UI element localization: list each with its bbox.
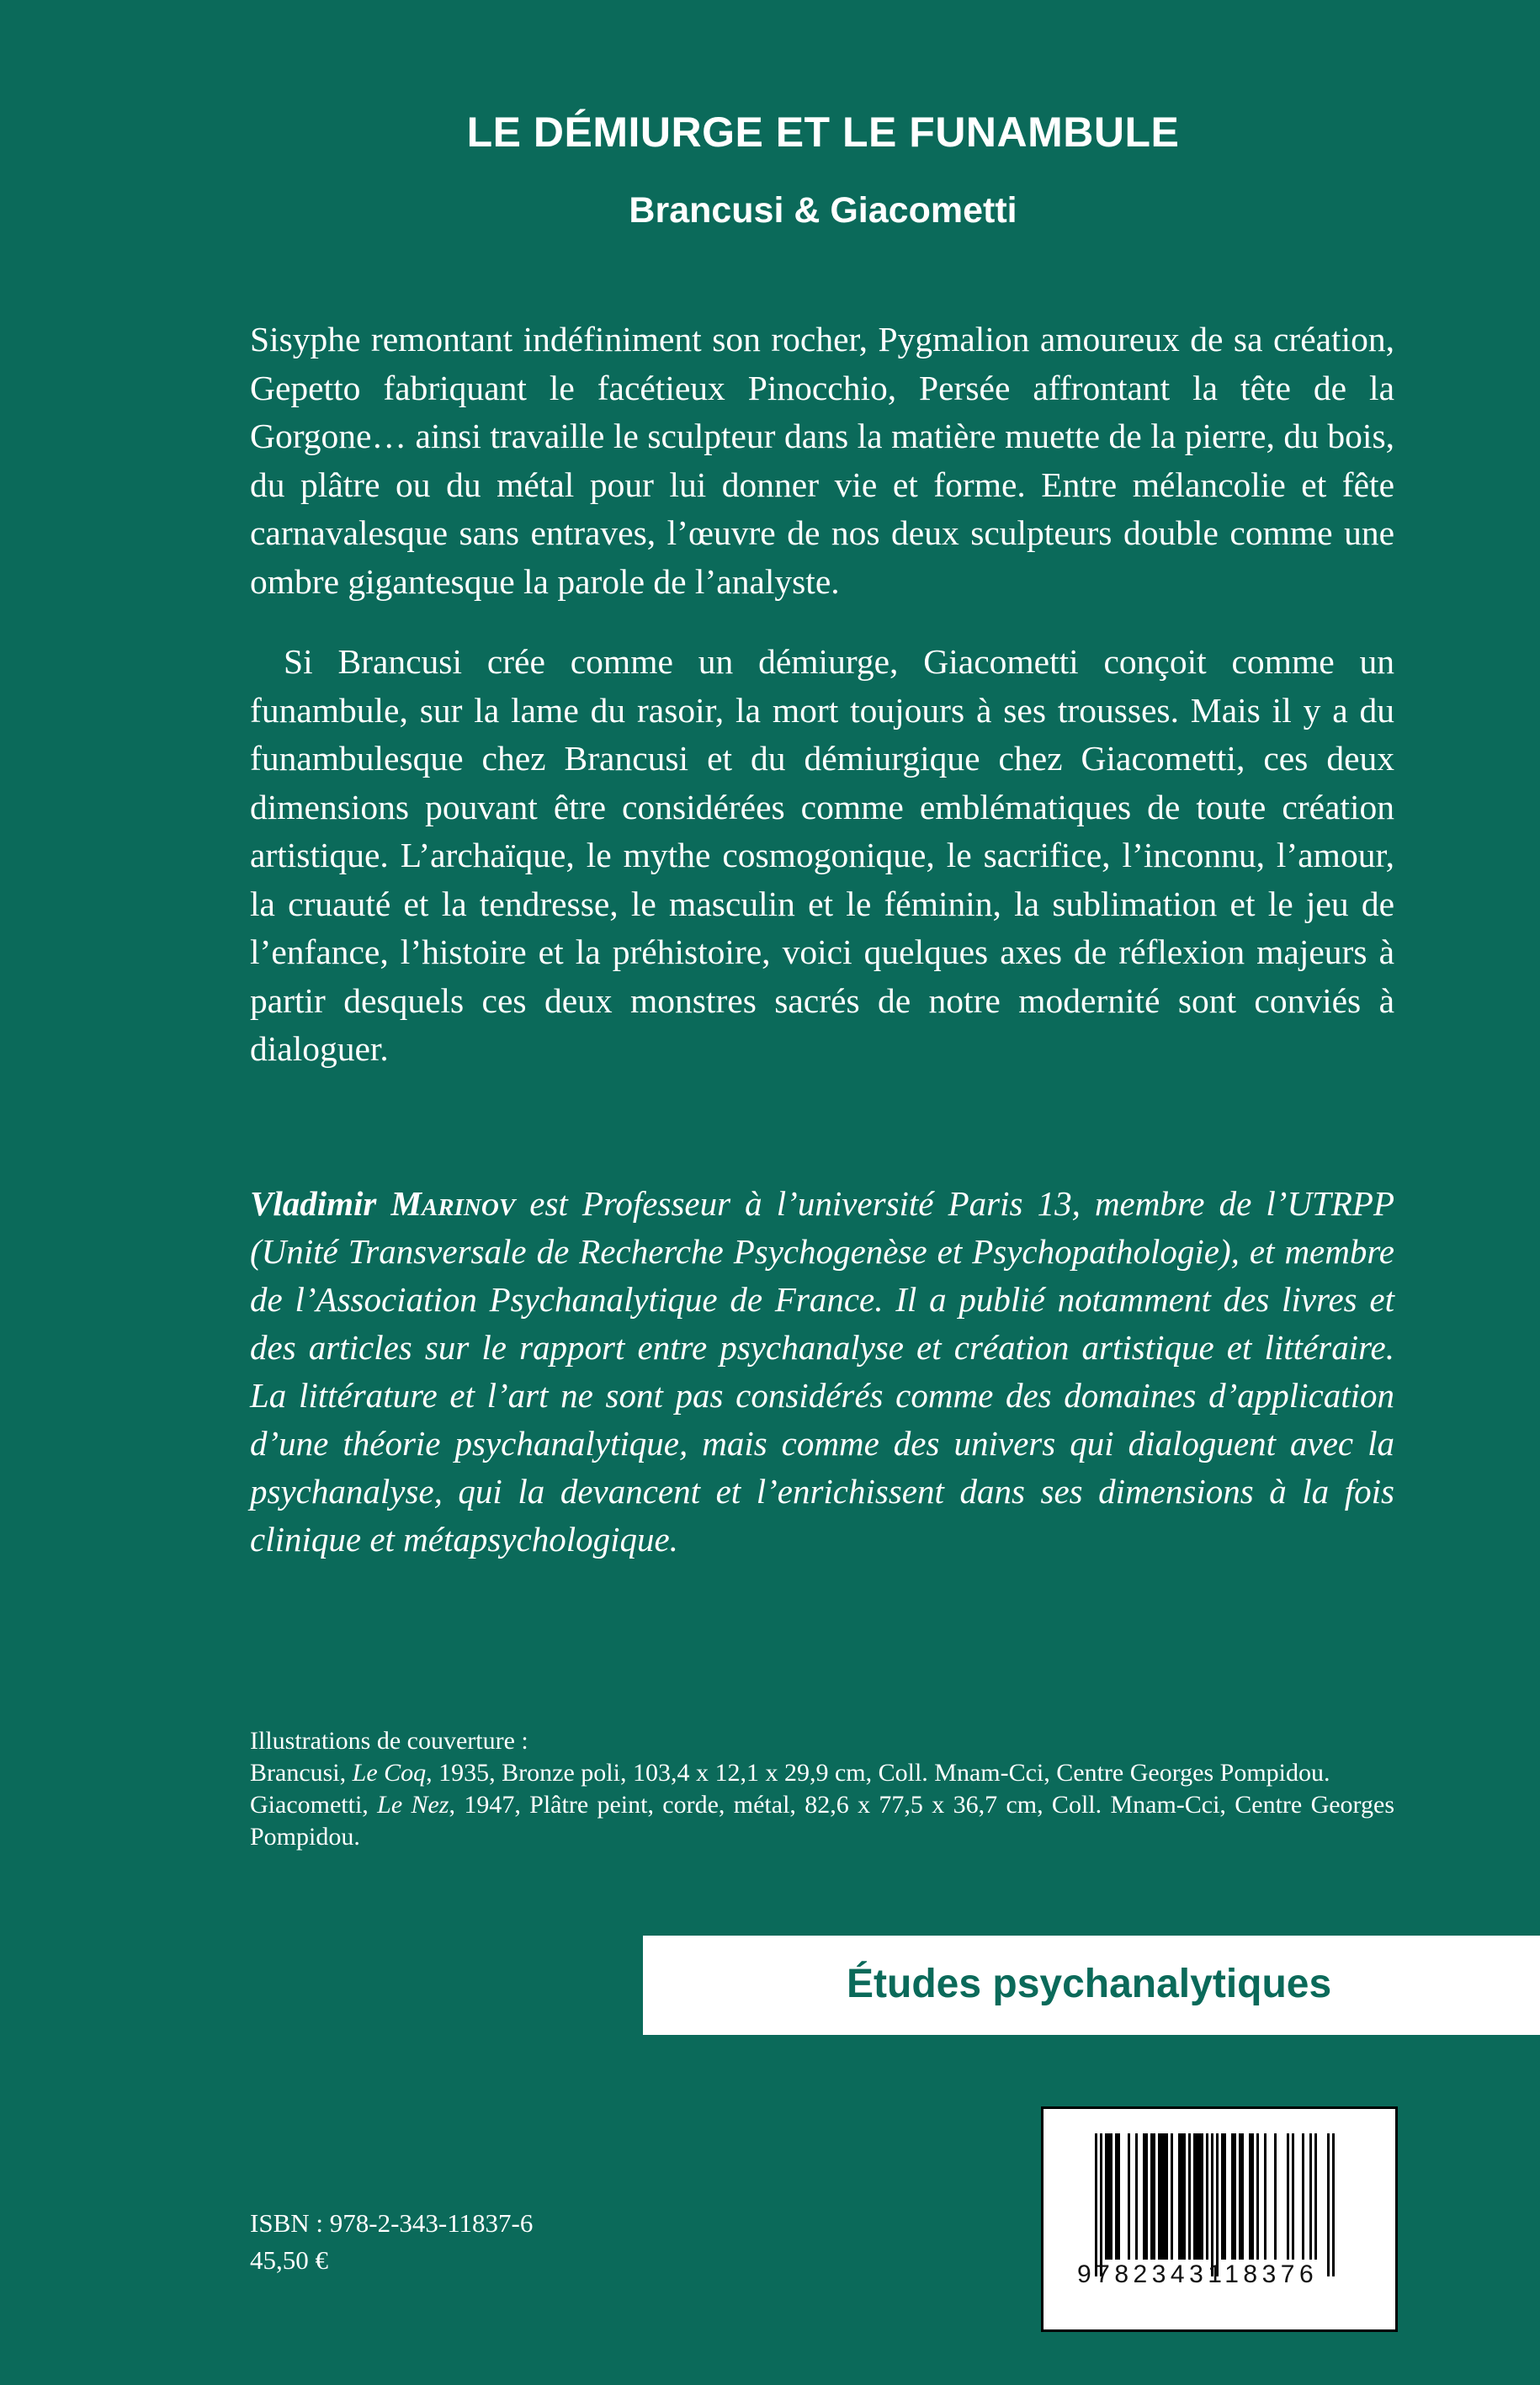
barcode-bar — [1221, 2133, 1224, 2260]
credit-artist: Brancusi, — [250, 1759, 353, 1787]
barcode-bar — [1110, 2133, 1113, 2260]
author-bio-text: est Professeur à l’université Paris 13, membre de l’UTRPP (Unité Transversale de Recherche Psychogenèse et Psychopathologie), et membre de l’Association Psychanalytique de France. Il a publié notamment des livres et des articles sur le rapport entre psychanalyse et création artistique et littéraire. La littérature et l’art ne sont pas considérés comme des domaines d’application d’une théorie psychanalytique, mais comme des univers qui dialoguent avec la psychanalyse, qui la devancent et l’enrichissent dans ses dimensions à la fois clinique et métapsychologique. — [250, 1184, 1394, 1559]
cover-illustration-credits — [250, 1725, 1394, 1853]
barcode-bar — [1118, 2133, 1120, 2260]
barcode-bar — [1198, 2133, 1201, 2260]
isbn: ISBN : 978-2-343-11837-6 — [250, 2208, 534, 2238]
barcode-bar — [1302, 2133, 1304, 2260]
summary-paragraph: Sisyphe remontant indéfiniment son rocher, Pygmalion amoureux de sa création, Gepetto fabriquant le facétieux Pinocchio, Persée affrontant la tête de la Gorgone… ainsi travaille le sculpteur dans la matière muette de la pierre, du bois, du plâtre ou du métal pour lui donner vie et forme. Entre mélancolie et fête carnavalesque sans entraves, l’œuvre de nos deux sculpteurs double comme une ombre gigantesque la parole de l’analyste. — [250, 320, 1394, 601]
barcode-bar — [1287, 2133, 1289, 2260]
collection-name: Études psychanalytiques — [847, 1962, 1332, 2006]
author-bio — [250, 1180, 1394, 1564]
summary — [250, 316, 1394, 1106]
barcode-bar — [1211, 2133, 1213, 2276]
author-first-name: Vladimir — [250, 1184, 377, 1223]
barcode — [1041, 2106, 1398, 2332]
summary-paragraph: Si Brancusi crée comme un démiurge, Giacometti conçoit comme un funambule, sur la lame du rasoir, la mort toujours à ses trousses. Mais il y a du funambulesque chez Brancusi et du démiurgique chez Giacometti, ces deux dimensions pouvant être considérées comme emblématiques de toute création artistique. L’archaïque, le mythe cosmogonique, le sacrifice, l’inconnu, l’amour, la cruauté et la tendresse, le masculin et le féminin, la sublimation et le jeu de l’enfance, l’histoire et la préhistoire, voici quelques axes de réflexion majeurs à partir desquels ces deux monstres sacrés de notre modernité sont conviés à dialoguer. — [250, 642, 1394, 1068]
credits-heading: Illustrations de couverture : — [250, 1727, 528, 1755]
barcode-bar — [1193, 2133, 1196, 2260]
barcode-bar — [1216, 2133, 1219, 2276]
barcode-bar — [1128, 2133, 1130, 2260]
barcode-bar — [1274, 2133, 1277, 2260]
barcode-bar — [1107, 2133, 1110, 2260]
barcode-bar — [1196, 2133, 1198, 2260]
barcode-bar — [1264, 2133, 1267, 2260]
barcode-bar — [1135, 2133, 1138, 2260]
barcode-bar — [1145, 2133, 1148, 2260]
barcode-bar — [1150, 2133, 1153, 2260]
barcode-bar — [1158, 2133, 1160, 2260]
barcode-bar — [1143, 2133, 1145, 2260]
credit-details: , 1947, Plâtre peint, corde, métal, 82,6 x 77,5 x 36,7 cm, Coll. Mnam-Cci, Centre Georges Pompidou. — [250, 1791, 1394, 1851]
barcode-bar — [1188, 2133, 1191, 2260]
credit-work-title: Le Coq — [352, 1759, 427, 1787]
credit-item — [250, 1789, 1394, 1853]
barcode-bar — [1206, 2133, 1208, 2260]
barcode-bar — [1314, 2133, 1317, 2260]
barcode-bar — [1332, 2133, 1335, 2276]
barcode-bar — [1095, 2133, 1097, 2276]
barcode-bar — [1171, 2133, 1173, 2260]
book-subtitle: Brancusi & Giacometti — [629, 190, 1017, 231]
barcode-bar — [1292, 2133, 1294, 2260]
credit-work-title: Le Nez — [377, 1791, 449, 1819]
author-name — [250, 1184, 515, 1223]
barcode-bar — [1251, 2133, 1254, 2260]
barcode-bar — [1224, 2133, 1226, 2260]
barcode-bar — [1327, 2133, 1330, 2276]
barcode-bar — [1100, 2133, 1102, 2276]
barcode-bar — [1201, 2133, 1203, 2260]
price: 45,50 € — [250, 2245, 328, 2275]
barcode-bar — [1166, 2133, 1168, 2260]
barcode-bar — [1153, 2133, 1155, 2260]
credit-item — [250, 1757, 1394, 1789]
barcode-bar — [1178, 2133, 1181, 2260]
barcode-bar — [1115, 2133, 1118, 2260]
barcode-bar — [1249, 2133, 1251, 2260]
barcode-bar — [1163, 2133, 1166, 2260]
barcode-bar — [1234, 2133, 1236, 2260]
isbn-block — [250, 2205, 533, 2279]
barcode-bar — [1183, 2133, 1186, 2260]
barcode-bar — [1231, 2133, 1234, 2260]
barcode-bar — [1309, 2133, 1312, 2260]
barcode-bar — [1241, 2133, 1244, 2260]
credit-details: , 1935, Bronze poli, 103,4 x 12,1 x 29,9 cm, Coll. Mnam-Cci, Centre Georges Pompidou. — [426, 1759, 1330, 1787]
barcode-bar — [1239, 2133, 1241, 2260]
barcode-bars — [1095, 2133, 1349, 2281]
barcode-digits: 9782343118376 — [1077, 2260, 1319, 2288]
barcode-bar — [1105, 2133, 1107, 2260]
credit-artist: Giacometti, — [250, 1791, 378, 1819]
barcode-bar — [1181, 2133, 1183, 2260]
author-last-name: Marinov — [390, 1184, 516, 1223]
barcode-bar — [1256, 2133, 1259, 2260]
barcode-bar — [1160, 2133, 1163, 2260]
book-title: LE DÉMIURGE ET LE FUNAMBULE — [466, 109, 1180, 156]
